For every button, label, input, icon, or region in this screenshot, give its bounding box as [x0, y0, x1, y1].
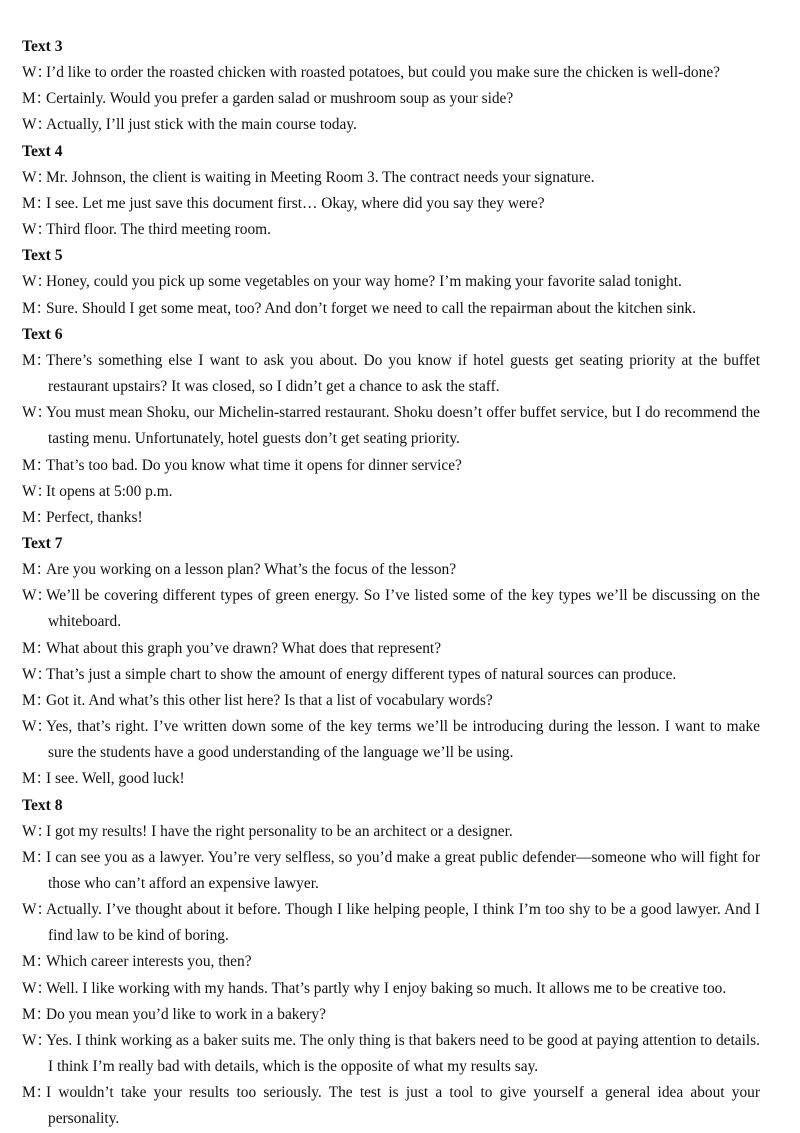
speaker-label: M： [22, 1084, 52, 1102]
dialogue-line [22, 662, 760, 688]
dialogue-text: It opens at 5:00 p.m. [46, 482, 173, 500]
dialogue-line [22, 348, 760, 400]
section-title: Text 5 [22, 247, 63, 265]
dialogue-line [22, 296, 760, 322]
dialogue-text: I wouldn’t take your results too seriously. The test is just a tool to give yourself a general idea about your personality. [46, 1084, 760, 1128]
dialogue-text: Certainly. Would you prefer a garden salad or mushroom soup as your side? [46, 90, 514, 108]
dialogue-line [22, 583, 760, 635]
dialogue-text: What about this graph you’ve drawn? What does that represent? [46, 639, 442, 657]
speaker-label: M： [22, 508, 52, 526]
speaker-label: W： [22, 718, 52, 736]
dialogue-line [22, 505, 760, 531]
dialogue-text: Yes. I think working as a baker suits me. The only thing is that bakers need to be good at paying attention to details. I think I’m really bad with details, which is the opposite of what my results say. [46, 1031, 760, 1076]
dialogue-text: We’ll be covering different types of green energy. So I’ve listed some of the key types we’ll be discussing on the whiteboard. [46, 587, 760, 631]
dialogue-line [22, 112, 760, 138]
speaker-label: M： [22, 1005, 52, 1023]
dialogue-line [22, 269, 760, 295]
dialogue-line [22, 636, 760, 662]
dialogue-line [22, 714, 760, 766]
section-title: Text 6 [22, 325, 63, 343]
speaker-label: M： [22, 691, 52, 709]
dialogue-line [22, 453, 760, 479]
speaker-label: W： [22, 822, 52, 840]
dialogue-text: Yes, that’s right. I’ve written down some of the key terms we’ll be introducing during the lesson. I want to make sure the students have a good understanding of the language we’ll be using. [46, 718, 760, 762]
speaker-label: M： [22, 90, 52, 108]
speaker-label: W： [22, 1031, 52, 1049]
dialogue-text: Actually, I’ll just stick with the main course today. [46, 116, 357, 134]
section-title: Text 8 [22, 796, 63, 814]
speaker-label: M： [22, 351, 52, 369]
dialogue-line [22, 845, 760, 897]
dialogue-line [22, 897, 760, 949]
speaker-label: W： [22, 168, 52, 186]
dialogue-line [22, 400, 760, 452]
speaker-label: W： [22, 64, 52, 82]
section-title: Text 4 [22, 142, 63, 160]
speaker-label: M： [22, 953, 52, 971]
dialogue-text: Are you working on a lesson plan? What’s the focus of the lesson? [46, 561, 457, 579]
speaker-label: M： [22, 770, 52, 788]
dialogue-text: I see. Let me just save this document first… Okay, where did you say they were? [46, 194, 545, 212]
dialogue-text: Sure. Should I get some meat, too? And don’t forget we need to call the repairman about the kitchen sink. [46, 299, 696, 317]
speaker-label: W： [22, 116, 52, 134]
transcript-document [22, 34, 760, 1133]
dialogue-line [22, 86, 760, 112]
speaker-label: W： [22, 273, 52, 291]
section-title: Text 3 [22, 38, 63, 55]
dialogue-line [22, 60, 760, 86]
dialogue-text: Honey, could you pick up some vegetables on your way home? I’m making your favorite salad tonight. [46, 273, 682, 291]
dialogue-text: Actually. I’ve thought about it before. Though I like helping people, I think I’m too shy to be a good lawyer. And I find law to be kind of boring. [46, 901, 760, 945]
speaker-label: M： [22, 194, 52, 212]
speaker-label: W： [22, 979, 52, 997]
dialogue-text: Well. I like working with my hands. That’s partly why I enjoy baking so much. It allows me to be creative too. [46, 979, 727, 997]
dialogue-line [22, 766, 760, 792]
dialogue-line [22, 1028, 760, 1080]
dialogue-line [22, 1002, 760, 1028]
speaker-label: W： [22, 587, 52, 605]
speaker-label: W： [22, 901, 52, 919]
speaker-label: M： [22, 456, 52, 474]
dialogue-text: There’s something else I want to ask you about. Do you know if hotel guests get seating priority at the buffet restaurant upstairs? It was closed, so I didn’t get a chance to ask the staff. [46, 351, 760, 396]
dialogue-text: Got it. And what’s this other list here? Is that a list of vocabulary words? [46, 691, 493, 709]
speaker-label: W： [22, 221, 52, 239]
speaker-label: W： [22, 665, 52, 683]
dialogue-line [22, 479, 760, 505]
dialogue-text: I got my results! I have the right personality to be an architect or a designer. [46, 822, 513, 840]
speaker-label: M： [22, 299, 52, 317]
dialogue-text: Which career interests you, then? [46, 953, 252, 971]
dialogue-line [22, 688, 760, 714]
dialogue-line [22, 819, 760, 845]
dialogue-text: You must mean Shoku, our Michelin-starred restaurant. Shoku doesn’t offer buffet service, but I do recommend the tasting menu. Unfortunately, hotel guests don’t get seating priority. [46, 404, 760, 448]
speaker-label: W： [22, 482, 52, 500]
speaker-label: M： [22, 848, 52, 866]
dialogue-text: That’s just a simple chart to show the amount of energy different types of natural sources can produce. [46, 665, 677, 683]
speaker-label: M： [22, 639, 52, 657]
dialogue-line [22, 191, 760, 217]
speaker-label: W： [22, 404, 52, 422]
dialogue-text: Perfect, thanks! [46, 508, 143, 526]
dialogue-line [22, 217, 760, 243]
dialogue-text: I’d like to order the roasted chicken with roasted potatoes, but could you make sure the chicken is well-done? [46, 64, 720, 82]
dialogue-text: I see. Well, good luck! [46, 770, 185, 788]
dialogue-line [22, 165, 760, 191]
dialogue-text: I can see you as a lawyer. You’re very selfless, so you’d make a great public defender—someone who will fight for those who can’t afford an expensive lawyer. [46, 848, 760, 892]
dialogue-text: That’s too bad. Do you know what time it opens for dinner service? [46, 456, 462, 474]
dialogue-line [22, 557, 760, 583]
dialogue-text: Do you mean you’d like to work in a bakery? [46, 1005, 326, 1023]
dialogue-line [22, 976, 760, 1002]
dialogue-line [22, 949, 760, 975]
speaker-label: M： [22, 561, 52, 579]
dialogue-text: Mr. Johnson, the client is waiting in Meeting Room 3. The contract needs your signature. [46, 168, 595, 186]
dialogue-text: Third floor. The third meeting room. [46, 221, 271, 239]
section-title: Text 7 [22, 534, 63, 552]
dialogue-line [22, 1080, 760, 1132]
